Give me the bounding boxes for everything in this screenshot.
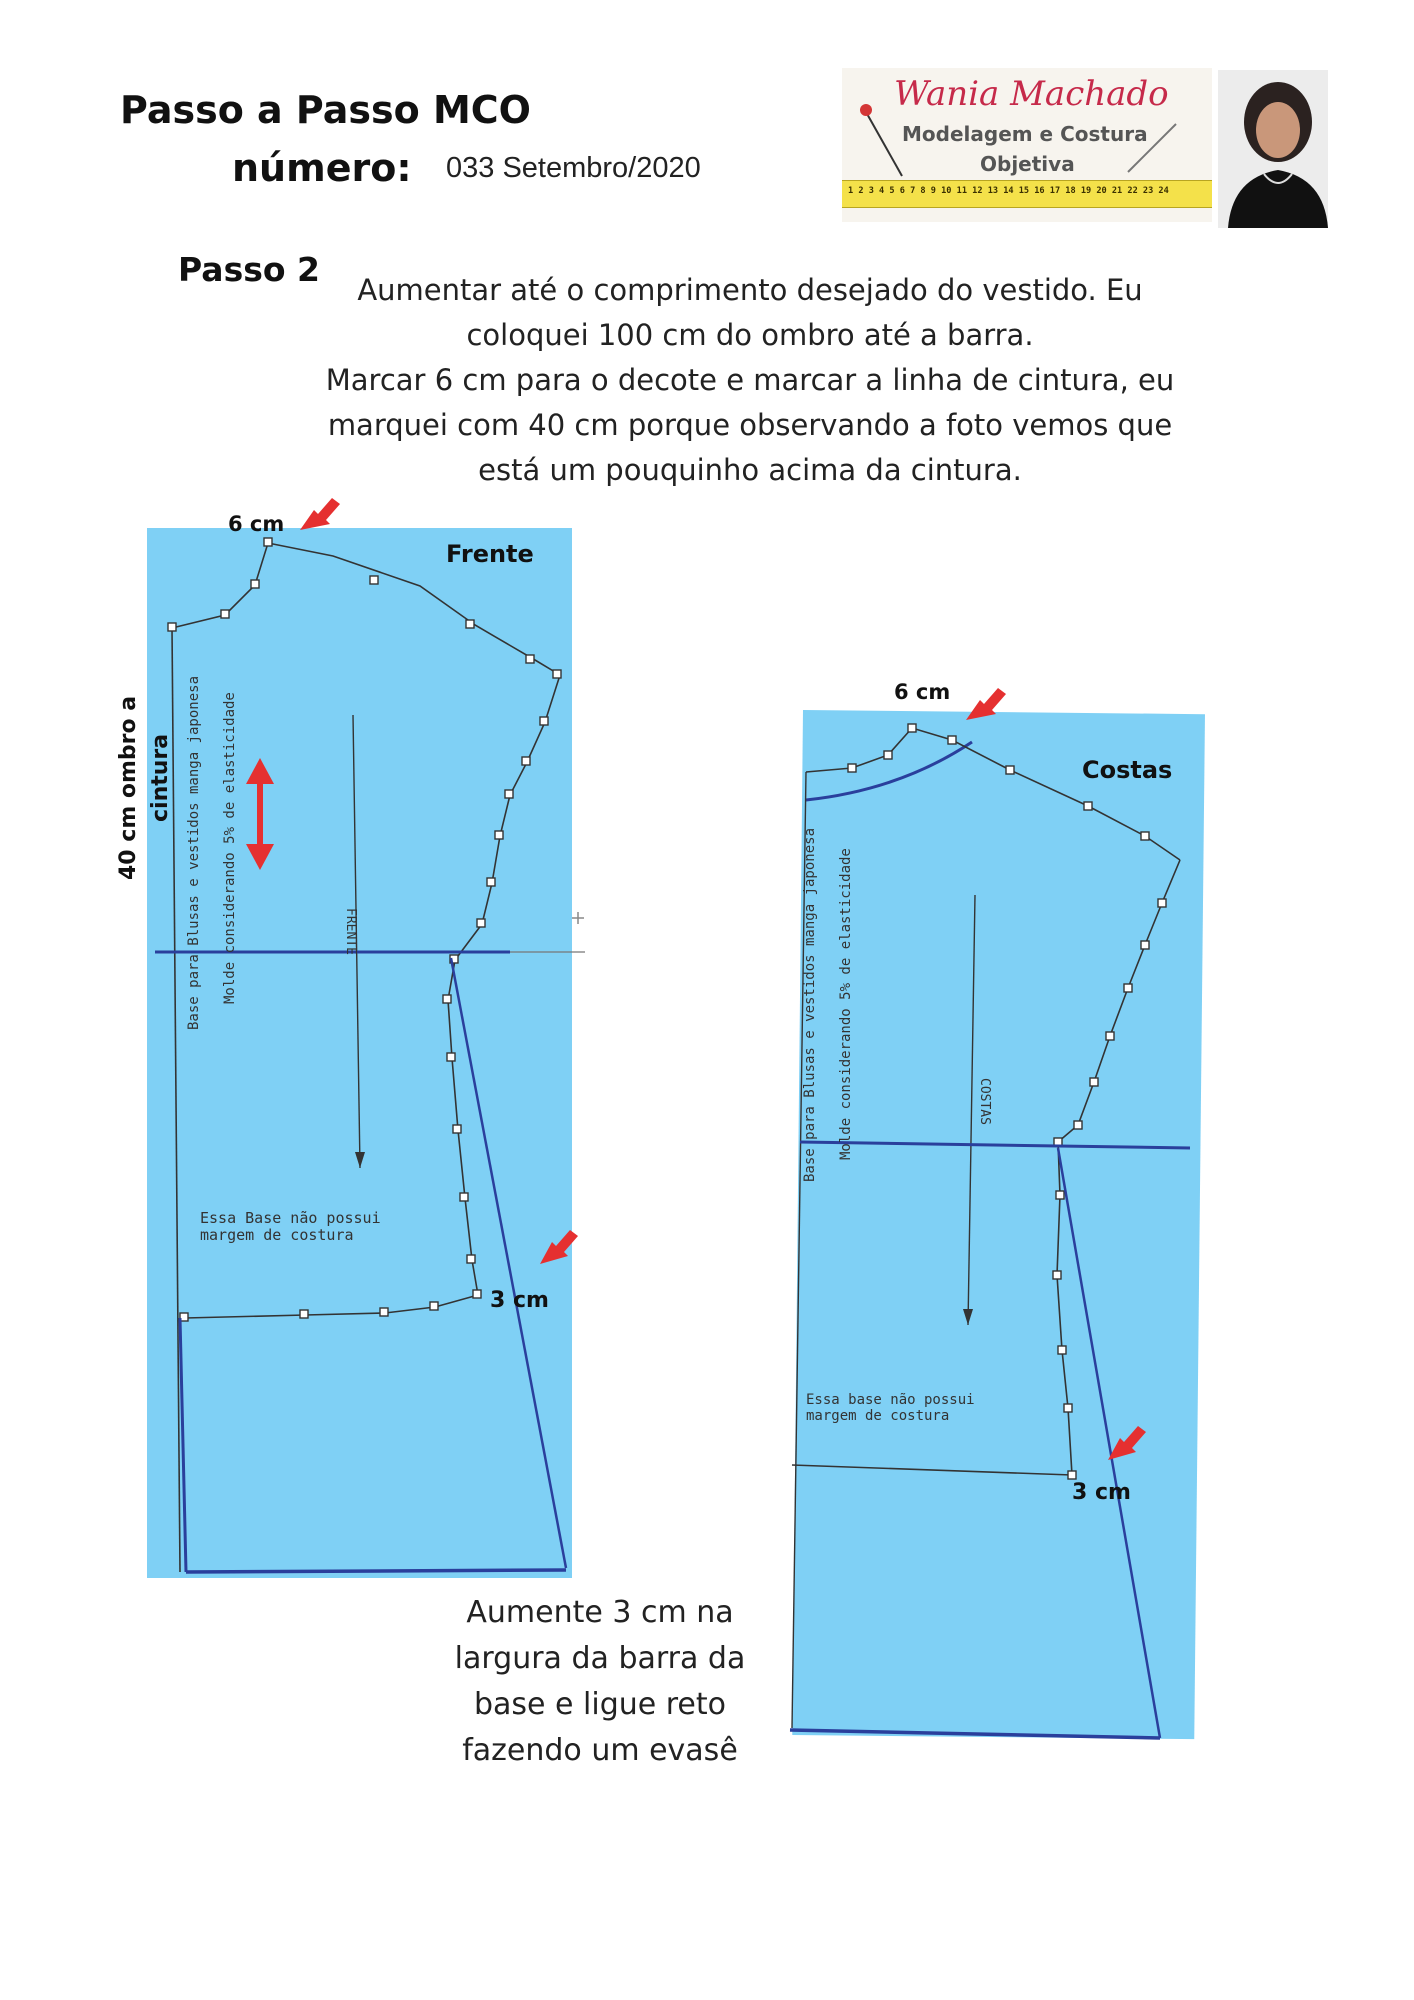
back-base-text: Base para Blusas e vestidos manga japonesa xyxy=(802,827,818,1182)
ruler-numbers: 1 2 3 4 5 6 7 8 9 10 11 12 13 14 15 16 17 18 19 20 21 22 23 24 xyxy=(848,186,1169,196)
back-note-line: Essa base não possui xyxy=(806,1392,975,1408)
issue-number: 033 Setembro/2020 xyxy=(446,152,701,184)
back-mold-text: Molde considerando 5% de elasticidade xyxy=(838,848,854,1160)
back-hem-label: 3 cm xyxy=(1072,1480,1131,1505)
front-note-line: Essa Base não possui xyxy=(200,1209,381,1227)
back-title: Costas xyxy=(1082,756,1173,784)
step-text-line: Aumentar até o comprimento desejado do vestido. Eu xyxy=(357,273,1143,307)
caption-line: largura da barra da xyxy=(454,1641,746,1676)
front-title: Frente xyxy=(446,540,534,568)
back-note-line: margem de costura xyxy=(806,1408,950,1424)
front-note-line: margem de costura xyxy=(200,1226,354,1244)
back-neck-label: 6 cm xyxy=(894,680,951,704)
red-pointer-arrow-icon xyxy=(966,688,1146,1460)
caption-line: Aumente 3 cm na xyxy=(466,1595,734,1630)
back-note xyxy=(806,1392,975,1424)
step-text-line: Marcar 6 cm para o decote e marcar a linha de cintura, eu xyxy=(325,363,1175,397)
step-label: Passo 2 xyxy=(178,250,320,289)
front-base-text: Base para Blusas e vestidos manga japonesa xyxy=(186,675,202,1030)
brand-line2: Objetiva xyxy=(980,152,1075,176)
front-mold-text: Molde considerando 5% de elasticidade xyxy=(222,692,238,1004)
doc-title: Passo a Passo MCO xyxy=(120,88,531,132)
step-text-line: marquei com 40 cm porque observando a foto vemos que xyxy=(327,408,1173,442)
caption xyxy=(420,1590,780,1774)
front-neck-label: 6 cm xyxy=(228,512,285,536)
front-side-label-1: 40 cm ombro a xyxy=(116,695,141,880)
caption-line: fazendo um evasê xyxy=(462,1733,738,1768)
caption-line: base e ligue reto xyxy=(473,1687,726,1722)
front-grain-text: FRENTE xyxy=(343,908,358,955)
number-label: número: xyxy=(232,146,412,190)
front-side-label-2: cintura xyxy=(148,733,173,822)
brand-line1: Modelagem e Costura xyxy=(902,122,1148,146)
front-hem-label: 3 cm xyxy=(490,1288,549,1313)
step-text-line: está um pouquinho acima da cintura. xyxy=(478,453,1022,487)
brand-script-name: Wania Machado xyxy=(894,74,1169,114)
back-grain-text: COSTAS xyxy=(977,1078,992,1125)
step-text-line: coloquei 100 cm do ombro até a barra. xyxy=(466,318,1034,352)
